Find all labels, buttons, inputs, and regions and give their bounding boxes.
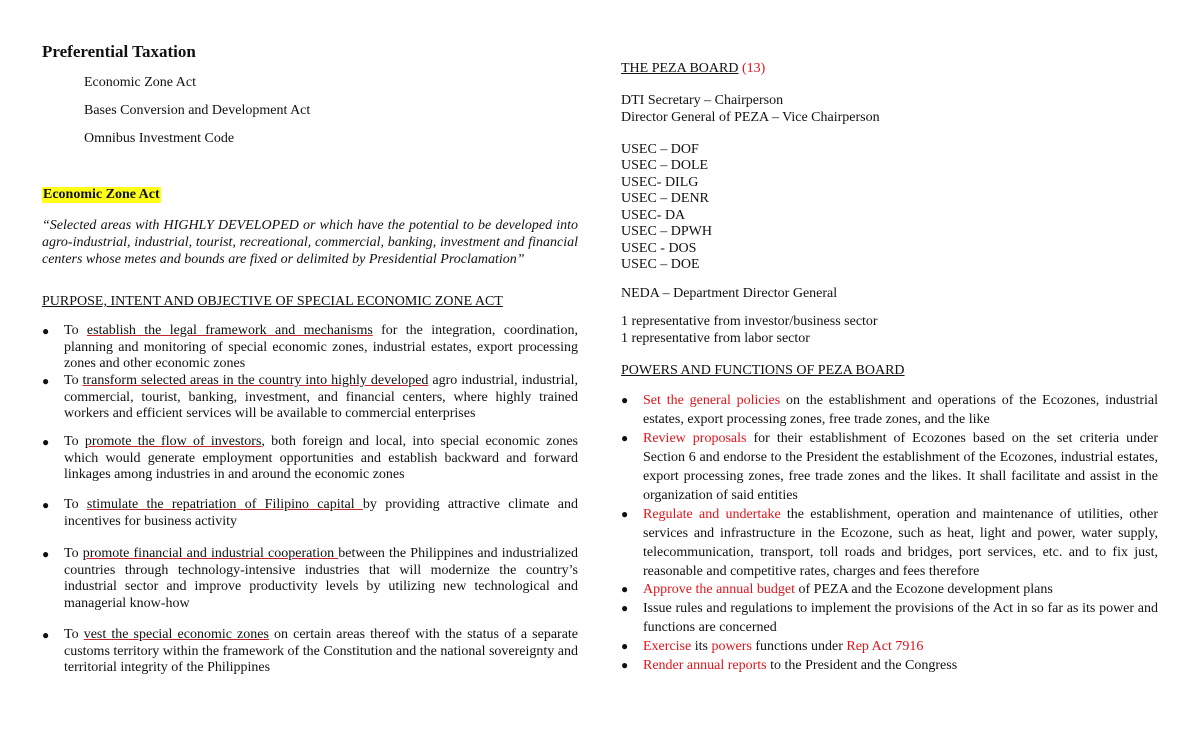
power-item: ● Review proposals for their establishment of Ecozones based on the set criteria under Section 6 and endorse to the President the establishment of the Ecozones, industrial estates, export processing zones, free trade zones and the likes. It shall facilitate and assist in the organization of said entities	[621, 431, 1158, 503]
purpose-item: ● To stimulate the repatriation of Filipino capital by providing attractive climate and incentives for business activity	[42, 497, 579, 529]
board-member: USEC – DOF	[621, 142, 699, 157]
definition-quote: “Selected areas with HIGHLY DEVELOPED or which have the potential to be developed into agro-industrial, industrial, tourist, recreational, commercial, banking, investment and financial centers whose metes and bounds are fixed or delimited by Presidential Proclamation”	[42, 218, 578, 267]
bullet-icon: ●	[621, 582, 629, 596]
board-member: USEC – DENR	[621, 191, 709, 206]
bullet-icon: ●	[42, 547, 50, 561]
bullet-icon: ●	[42, 498, 50, 512]
bullet-icon: ●	[42, 374, 50, 388]
board-vice-chair: Director General of PEZA – Vice Chairperson	[621, 110, 880, 125]
bullet-icon: ●	[621, 639, 629, 653]
bullet-icon: ●	[621, 393, 629, 407]
board-member: USEC - DOS	[621, 241, 697, 256]
power-item: ● Set the general policies on the establishment and operations of the Ecozones, industrial estates, export processing zones, free trade zones, and the like	[621, 393, 1158, 427]
purpose-item: ● To vest the special economic zones on certain areas thereof with the status of a separate customs territory within the framework of the Constitution and the national sovereignty and territorial integrity of the Philippines	[42, 627, 579, 675]
powers-heading: POWERS AND FUNCTIONS OF PEZA BOARD	[621, 363, 905, 378]
bullet-icon: ●	[42, 324, 50, 338]
power-item: ● Regulate and undertake the establishment, operation and maintenance of utilities, other services and infrastructure in the Ecozone, such as heat, light and power, water supply, telecommunication, transport, toll roads and bridges, port services, etc. and to fix just, reasonable and competitive rates, charges and fees therefore	[621, 507, 1158, 579]
purpose-item: ● To promote financial and industrial cooperation between the Philippines and industrialized countries through technology-intensive industries that will modernize the country’s industrial sector and improve productivity levels by utilizing new technological and managerial know-how	[42, 546, 578, 611]
board-rep: 1 representative from labor sector	[621, 331, 810, 346]
law-item: Bases Conversion and Development Act	[84, 103, 311, 118]
board-neda: NEDA – Department Director General	[621, 286, 838, 301]
board-member: USEC – DPWH	[621, 224, 713, 239]
board-chair: DTI Secretary – Chairperson	[621, 93, 784, 108]
law-item: Economic Zone Act	[84, 75, 196, 90]
power-item: ● Render annual reports to the President and the Congress	[621, 658, 958, 673]
board-member: USEC- DILG	[621, 175, 699, 190]
board-rep: 1 representative from investor/business sector	[621, 314, 878, 329]
law-item: Omnibus Investment Code	[84, 131, 235, 146]
board-member: USEC- DA	[621, 208, 686, 223]
power-item: ● Exercise its powers functions under Rep Act 7916	[621, 639, 924, 654]
board-member: USEC – DOE	[621, 257, 700, 272]
purpose-item: ● To establish the legal framework and mechanisms for the integration, coordination, planning and monitoring of special economic zones, industrial estates, export processing zones and other economic zones	[42, 323, 578, 371]
purpose-item: ● To promote the flow of investors, both foreign and local, into special economic zones which would generate employment opportunities and establish backward and forward linkages among industries in and around the economic zones	[42, 434, 578, 482]
bullet-icon: ●	[621, 658, 629, 672]
bullet-icon: ●	[621, 431, 629, 445]
bullet-icon: ●	[621, 507, 629, 521]
bullet-icon: ●	[621, 601, 629, 615]
bullet-icon: ●	[42, 628, 50, 642]
power-item: ● Issue rules and regulations to implement the provisions of the Act in so far as its power and functions are concerned	[621, 601, 1158, 635]
page-title: Preferential Taxation	[42, 42, 196, 61]
bullet-icon: ●	[42, 435, 50, 449]
board-heading: THE PEZA BOARD (13)	[621, 61, 766, 76]
section-label-highlight: Economic Zone Act	[43, 187, 160, 202]
purpose-item: ● To transform selected areas in the country into highly developed agro industrial, industrial, commercial, tourist, banking, investment, and financial centers, where highly trained workers and efficient services will be available to commercial enterprises	[42, 373, 578, 421]
purpose-heading: PURPOSE, INTENT AND OBJECTIVE OF SPECIAL ECONOMIC ZONE ACT	[42, 294, 503, 309]
board-member: USEC – DOLE	[621, 158, 709, 173]
power-item: ● Approve the annual budget of PEZA and the Ecozone development plans	[621, 582, 1053, 597]
